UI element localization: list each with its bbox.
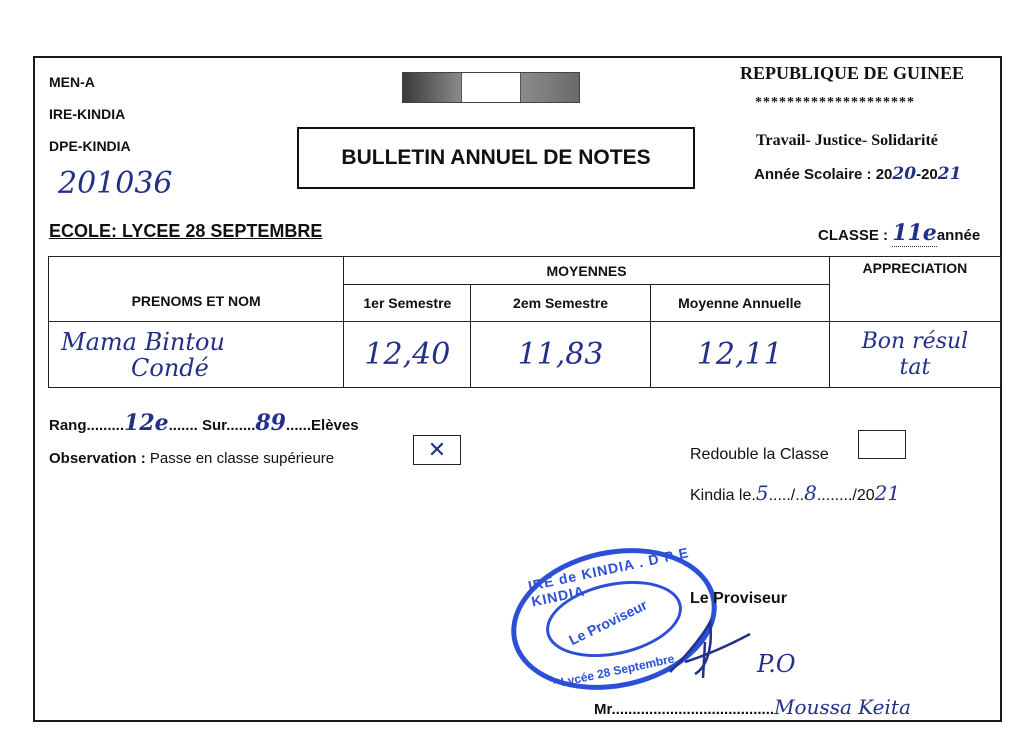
header-name: PRENOMS ET NOM: [49, 257, 344, 322]
grade-semester-2: 11,83: [471, 322, 650, 388]
rank-value: 12e: [124, 410, 169, 436]
class-size: 89: [255, 410, 286, 436]
repeat-option-label: Redouble la Classe: [690, 446, 829, 463]
header-appreciation: APPRECIATION: [829, 257, 1000, 322]
appreciation-line-2: tat: [899, 354, 931, 380]
rank-of-label: Sur: [202, 417, 227, 434]
date-year-suffix: 21: [874, 481, 901, 505]
stamp-bottom-text: * Lycée 28 Septembre: [551, 651, 676, 691]
country-name: REPUBLIQUE DE GUINEE: [740, 63, 965, 83]
header-dpe: DPE-KINDIA: [49, 138, 131, 154]
header-moyennes: MOYENNES: [344, 257, 830, 285]
header-annual: Moyenne Annuelle: [650, 285, 829, 322]
promote-option-label: Passe en classe supérieure: [149, 450, 335, 467]
signatory-mr-label: Mr: [594, 701, 612, 718]
student-first-name: Mama Bintou: [61, 327, 225, 356]
school-year-sep: -20: [916, 166, 938, 183]
grades-table: [48, 256, 1001, 388]
school-year-start: 20: [892, 164, 917, 184]
promote-checkbox[interactable]: [413, 435, 461, 465]
student-last-name: Condé: [131, 353, 209, 382]
observation-label: Observation :: [49, 450, 146, 467]
header-ire: IRE-KINDIA: [49, 106, 126, 122]
student-name: [49, 322, 344, 388]
signatory-line: Mr.......................................Moussa Keita: [594, 695, 911, 719]
date-prefix: Kindia le: [690, 487, 752, 504]
class-label: CLASSE :: [818, 227, 889, 244]
header-semester-2: 2em Semestre: [471, 285, 650, 322]
principal-title: Le Proviseur: [690, 590, 787, 607]
school-year-end: 21: [937, 164, 962, 184]
grade-semester-1: 12,40: [344, 322, 471, 388]
stamp-ring-text: IRE de KINDIA . D P E KINDIA: [526, 544, 691, 610]
class-field: [818, 220, 980, 246]
stars-divider: ********************: [755, 95, 915, 110]
repeat-checkbox[interactable]: [858, 430, 906, 459]
document-title: BULLETIN ANNUEL DE NOTES: [297, 127, 695, 189]
header-semester-1: 1er Semestre: [344, 285, 471, 322]
handwritten-record-number: 201036: [58, 166, 173, 201]
date-day: 5: [755, 481, 769, 505]
flag-image: [402, 72, 580, 103]
class-suffix: année: [936, 227, 981, 244]
date-month: 8: [804, 481, 817, 505]
appreciation-value: [829, 322, 1000, 388]
school-name: ECOLE: LYCEE 28 SEPTEMBRE: [49, 221, 323, 241]
class-value: 11e: [892, 220, 937, 246]
stamp-center-text: Le Proviseur: [566, 596, 650, 649]
school-year: [754, 164, 961, 184]
school-year-label: Année Scolaire : 20: [754, 166, 893, 183]
promote-check-mark: ✕: [427, 437, 447, 462]
grade-annual: 12,11: [650, 322, 829, 388]
signature-pd: P.O: [757, 650, 796, 678]
signatory-name: Moussa Keita: [774, 695, 911, 719]
rank-students-label: Elèves: [311, 417, 359, 434]
signature-scribble: [665, 612, 755, 682]
observation-line: [49, 450, 334, 467]
header-men: MEN-A: [49, 74, 95, 90]
date-year-prefix: /20: [852, 487, 875, 504]
rank-label: Rang: [49, 417, 87, 434]
date-line: Kindia le.5...../..8......../2021: [690, 481, 901, 505]
appreciation-line-1: Bon résul: [861, 328, 969, 354]
rank-line: Rang.........12e....... Sur.......89......Elèves: [49, 410, 359, 436]
national-motto: Travail- Justice- Solidarité: [756, 132, 938, 149]
